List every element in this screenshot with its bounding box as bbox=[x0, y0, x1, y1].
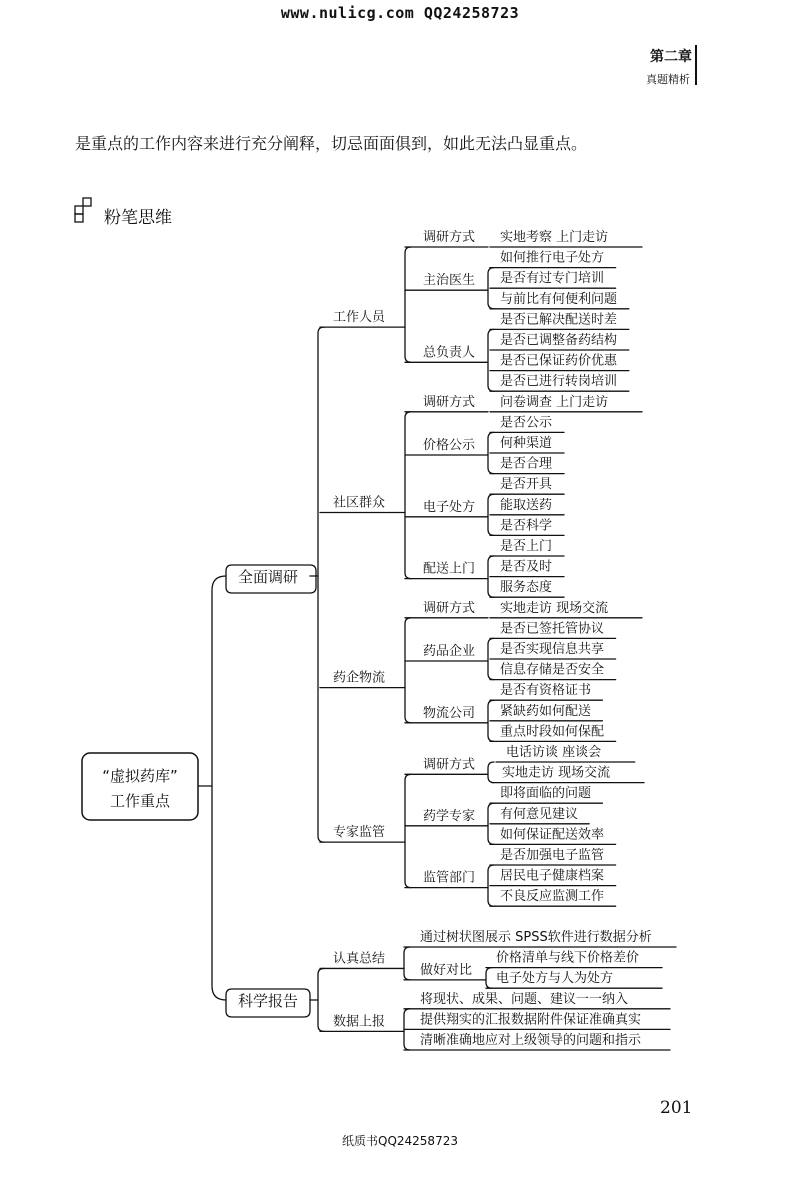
leaf-report-0: 通过树状图展示 SPSS软件进行数据分析 bbox=[420, 930, 652, 945]
leaf-0-2-1: 是否已调整备药结构 bbox=[500, 333, 618, 348]
leaf-1-0-0: 问卷调查 上门走访 bbox=[500, 394, 609, 410]
leaf-2-2-2: 重点时段如何保配 bbox=[500, 724, 605, 740]
leaf-report-cmp-1: 电子处方与人为处方 bbox=[496, 971, 614, 987]
item-bracket bbox=[405, 618, 411, 723]
group-label-0: 工作人员 bbox=[333, 310, 386, 326]
item-label-2-1: 药品企业 bbox=[423, 644, 476, 659]
leaf-1-2-1: 能取送药 bbox=[500, 497, 553, 513]
leaf-report-cmp-0: 价格清单与线下价格差价 bbox=[496, 950, 640, 966]
root-bracket bbox=[212, 576, 226, 1000]
chapter-title: 第二章 bbox=[650, 49, 692, 65]
leaf-3-1-2: 如何保证配送效率 bbox=[500, 827, 605, 843]
leaf-1-3-2: 服务态度 bbox=[500, 580, 553, 596]
leaf-bracket bbox=[488, 762, 494, 783]
leaf-0-2-3: 是否已进行转岗培训 bbox=[500, 374, 618, 390]
item-label-1-2: 电子处方 bbox=[423, 499, 476, 515]
leaf-1-3-0: 是否上门 bbox=[500, 539, 553, 554]
leaf-3-2-2: 不良反应监测工作 bbox=[500, 889, 605, 905]
leaf-0-1-0: 如何推行电子处方 bbox=[500, 250, 605, 266]
item-label-2-0: 调研方式 bbox=[423, 600, 476, 616]
leaf-1-1-0: 是否公示 bbox=[500, 415, 553, 431]
leaf-2-1-1: 是否实现信息共享 bbox=[500, 642, 605, 657]
leaf-2-2-0: 是否有资格证书 bbox=[500, 683, 592, 699]
item-label-0-0: 调研方式 bbox=[423, 230, 476, 245]
leaf-1-1-2: 是否合理 bbox=[500, 456, 553, 472]
leaf-3-2-1: 居民电子健康档案 bbox=[500, 868, 605, 884]
branch-label-0: 全面调研 bbox=[238, 568, 299, 586]
intro-paragraph: 是重点的工作内容来进行充分阐释，切忌面面俱到，如此无法凸显重点。 bbox=[75, 134, 588, 153]
leaf-report-up-2: 清晰准确地应对上级领导的问题和指示 bbox=[420, 1033, 642, 1048]
header-watermark: www.nulicg.com QQ24258723 bbox=[280, 4, 520, 22]
footer-text: 纸质书QQ24258723 bbox=[342, 1134, 458, 1148]
chapter-subtitle: 真题精析 bbox=[646, 73, 690, 86]
item-bracket bbox=[405, 774, 411, 887]
leaf-0-1-1: 是否有过专门培训 bbox=[500, 271, 605, 287]
leaf-2-1-0: 是否已签托管协议 bbox=[500, 621, 605, 637]
root-line2: 工作重点 bbox=[109, 792, 171, 810]
leaf-1-1-1: 何种渠道 bbox=[500, 436, 553, 451]
item-bracket bbox=[405, 247, 411, 362]
leaf-3-0-1: 实地走访 现场交流 bbox=[502, 765, 611, 781]
item-label-0-1: 主治医生 bbox=[423, 273, 476, 289]
leaf-report-up-0: 将现状、成果、问题、建议一一纳入 bbox=[420, 991, 629, 1007]
leaf-3-1-1: 有何意见建议 bbox=[500, 806, 579, 822]
group-label-report-1: 数据上报 bbox=[333, 1014, 386, 1030]
group-label-2: 药企物流 bbox=[333, 670, 386, 686]
leaf-3-1-0: 即将面临的问题 bbox=[500, 786, 592, 802]
branch-label-1: 科学报告 bbox=[238, 992, 299, 1010]
leaf-2-2-1: 紧缺药如何配送 bbox=[500, 703, 592, 719]
group-bracket bbox=[318, 327, 324, 842]
leaf-0-2-2: 是否已保证药价优惠 bbox=[500, 353, 618, 369]
leaf-0-0-0: 实地考察 上门走访 bbox=[500, 230, 609, 245]
item-label-2-2: 物流公司 bbox=[423, 705, 476, 721]
item-label-1-1: 价格公示 bbox=[423, 438, 476, 453]
leaf-0-1-2: 与前比有何便利问题 bbox=[500, 291, 618, 307]
page-number: 201 bbox=[660, 1098, 693, 1118]
leaf-2-0-0: 实地走访 现场交流 bbox=[500, 600, 609, 616]
item-label-1-3: 配送上门 bbox=[423, 561, 476, 577]
leaf-1-2-2: 是否科学 bbox=[500, 518, 553, 534]
item-label-3-0: 调研方式 bbox=[423, 757, 476, 773]
item-label-3-2: 监管部门 bbox=[423, 870, 476, 886]
item-label-0-2: 总负责人 bbox=[423, 345, 476, 361]
item-bracket bbox=[405, 412, 411, 579]
leaf-3-2-0: 是否加强电子监管 bbox=[500, 848, 605, 863]
leaf-3-0-0: 电话访谈 座谈会 bbox=[506, 745, 602, 760]
leaf-1-2-0: 是否开具 bbox=[500, 477, 553, 493]
leaf-0-2-0: 是否已解决配送时差 bbox=[500, 312, 618, 328]
item-label-3-1: 药学专家 bbox=[423, 808, 476, 824]
leaf-bracket bbox=[488, 329, 494, 391]
root-line1: “虚拟药库” bbox=[102, 767, 178, 785]
group-label-report-0: 认真总结 bbox=[333, 951, 386, 967]
leaf-1-3-1: 是否及时 bbox=[500, 559, 553, 575]
item-label-report: 做好对比 bbox=[420, 962, 473, 978]
item-bracket bbox=[404, 947, 410, 980]
leaf-report-up-1: 提供翔实的汇报数据附件保证准确真实 bbox=[420, 1012, 642, 1028]
item-label-1-0: 调研方式 bbox=[423, 394, 476, 410]
group-label-3: 专家监管 bbox=[333, 825, 386, 841]
group-bracket bbox=[318, 968, 324, 1031]
section-title: 粉笔思维 bbox=[104, 208, 172, 228]
leaf-bracket bbox=[486, 968, 492, 989]
group-label-1: 社区群众 bbox=[333, 495, 386, 511]
section-icon bbox=[75, 198, 91, 222]
leaf-2-1-2: 信息存储是否安全 bbox=[500, 662, 605, 678]
